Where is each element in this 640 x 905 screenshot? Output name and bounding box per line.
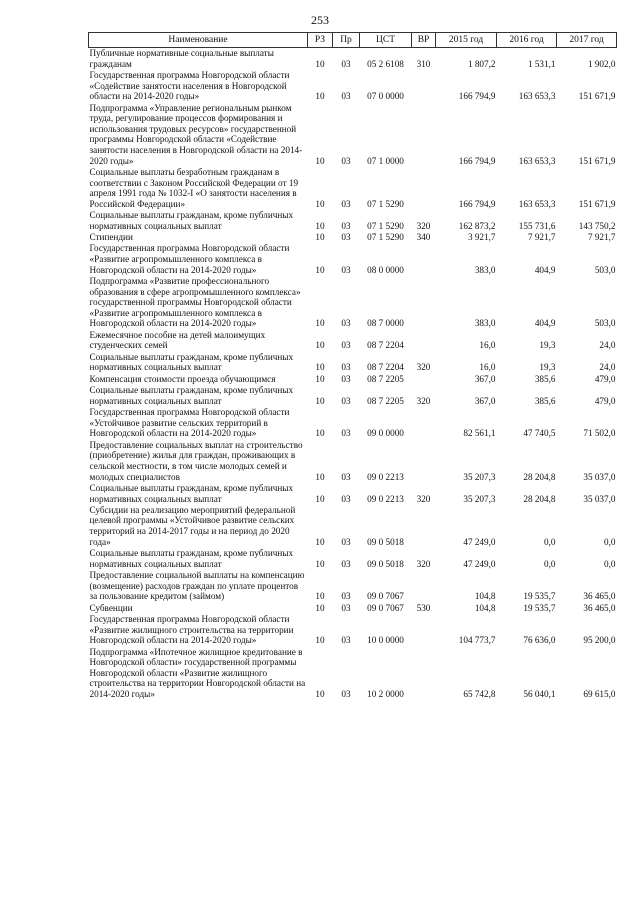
row-2016-value: 163 653,3 — [518, 155, 556, 166]
row-cst: 08 7 2204 — [367, 340, 404, 351]
table-row — [89, 614, 617, 647]
row-2017-value: 1 902,0 — [587, 58, 616, 69]
table-row — [89, 407, 617, 440]
table-row — [89, 103, 617, 167]
row-2017-value: 503,0 — [594, 264, 616, 275]
row-pr: 03 — [341, 395, 351, 406]
row-pr: 03 — [341, 198, 351, 209]
row-2017-value: 0,0 — [604, 558, 616, 569]
row-2017-value: 479,0 — [594, 395, 616, 406]
row-2017-value: 95 200,0 — [583, 635, 616, 646]
row-2017-value: 151 671,9 — [578, 155, 616, 166]
row-rz: 10 — [315, 155, 325, 166]
row-pr: 03 — [341, 318, 351, 329]
row-2015-value: 47 249,0 — [463, 536, 496, 547]
row-2016-value: 385,6 — [534, 373, 556, 384]
row-2017-value: 36 465,0 — [583, 602, 616, 613]
row-2016-value: 56 040,1 — [523, 688, 556, 699]
row-2017-value: 71 502,0 — [583, 428, 616, 439]
row-2015-value: 82 561,1 — [463, 428, 496, 439]
row-2017-value: 35 037,0 — [583, 493, 616, 504]
row-vr — [412, 103, 436, 167]
row-2015-value: 383,0 — [474, 264, 496, 275]
row-2016-value: 19,3 — [539, 362, 556, 373]
row-vr — [412, 614, 436, 647]
row-rz: 10 — [315, 232, 325, 243]
table-row — [89, 440, 617, 483]
row-2016-value: 76 636,0 — [523, 635, 556, 646]
row-vr: 320 — [416, 395, 431, 406]
row-2017-value: 143 750,2 — [578, 220, 616, 231]
row-cst: 08 7 0000 — [367, 318, 404, 329]
row-pr: 03 — [341, 493, 351, 504]
row-rz: 10 — [315, 558, 325, 569]
row-cst: 08 7 2205 — [367, 373, 404, 384]
row-name: Социальные выплаты гражданам, кроме публичных нормативных социальных выплат — [89, 385, 294, 406]
row-vr — [412, 374, 436, 385]
row-2015-value: 166 794,9 — [458, 91, 496, 102]
row-name: Социальные выплаты гражданам, кроме публичных нормативных социальных выплат — [89, 210, 294, 231]
row-2015-value: 166 794,9 — [458, 155, 496, 166]
table-body — [89, 48, 617, 701]
row-name: Предоставление социальной выплаты на компенсацию (возмещение) расходов граждан по уплате процентов за пользование кредитом (займом) — [89, 570, 305, 602]
table-row — [89, 276, 617, 330]
row-2015-value: 65 742,8 — [463, 688, 496, 699]
table-row — [89, 374, 617, 385]
row-rz: 10 — [315, 536, 325, 547]
table-row — [89, 330, 617, 352]
row-pr: 03 — [341, 471, 351, 482]
row-name: Предоставление социальных выплат на строительство (приобретение) жилья для граждан, проживающих в сельской местности, в том числе молодых семей и молодых специалистов — [89, 439, 303, 482]
row-pr: 03 — [341, 558, 351, 569]
row-name: Социальные выплаты гражданам, кроме публичных нормативных социальных выплат — [89, 351, 294, 373]
row-vr: 320 — [416, 220, 431, 231]
row-2017-value: 36 465,0 — [583, 591, 616, 602]
table-row — [89, 48, 617, 70]
row-rz: 10 — [315, 635, 325, 646]
row-2016-value: 19,3 — [539, 340, 556, 351]
row-cst: 05 2 6108 — [367, 58, 404, 69]
row-vr: 310 — [416, 58, 431, 69]
row-2015-value: 104,8 — [474, 591, 496, 602]
row-vr: 340 — [416, 232, 431, 243]
row-pr: 03 — [341, 635, 351, 646]
row-rz: 10 — [315, 591, 325, 602]
header-pr: Пр — [333, 33, 360, 48]
row-2016-value: 404,9 — [534, 318, 556, 329]
row-2015-value: 16,0 — [479, 340, 496, 351]
row-2016-value: 19 535,7 — [523, 591, 556, 602]
row-cst: 08 7 2205 — [367, 395, 404, 406]
table-row — [89, 505, 617, 548]
header-2015: 2015 год — [436, 33, 497, 48]
row-2016-value: 7 921,7 — [527, 232, 556, 243]
row-2015-value: 162 873,2 — [458, 220, 496, 231]
header-name: Наименование — [89, 33, 308, 48]
row-pr: 03 — [341, 155, 351, 166]
table-header — [89, 33, 617, 48]
row-rz: 10 — [315, 602, 325, 613]
row-vr: 320 — [416, 493, 431, 504]
row-2016-value: 28 204,8 — [523, 493, 556, 504]
row-2017-value: 151 671,9 — [578, 198, 616, 209]
row-2016-value: 404,9 — [534, 264, 556, 275]
row-cst: 09 0 5018 — [367, 558, 404, 569]
row-pr: 03 — [341, 362, 351, 373]
row-2016-value: 1 531,1 — [527, 58, 556, 69]
row-cst: 07 1 5290 — [367, 198, 404, 209]
row-cst: 10 0 0000 — [367, 635, 404, 646]
row-2016-value: 19 535,7 — [523, 602, 556, 613]
row-name: Субвенции — [89, 602, 133, 613]
row-2015-value: 35 207,3 — [463, 471, 496, 482]
row-2015-value: 104,8 — [474, 602, 496, 613]
row-rz: 10 — [315, 91, 325, 102]
row-cst: 09 0 2213 — [367, 493, 404, 504]
row-2017-value: 151 671,9 — [578, 91, 616, 102]
page-number: 253 — [311, 13, 329, 27]
row-2017-value: 479,0 — [594, 373, 616, 384]
header-2017: 2017 год — [557, 33, 617, 48]
row-vr: 530 — [416, 602, 431, 613]
row-cst: 07 0 0000 — [367, 91, 404, 102]
row-2017-value: 7 921,7 — [587, 232, 616, 243]
row-name: Публичные нормативные социальные выплаты гражданам — [89, 48, 274, 69]
row-rz: 10 — [315, 428, 325, 439]
row-cst: 09 0 5018 — [367, 536, 404, 547]
row-name: Социальные выплаты гражданам, кроме публичных нормативных социальных выплат — [89, 482, 294, 504]
table-row — [89, 483, 617, 505]
row-pr: 03 — [341, 232, 351, 243]
row-cst: 09 0 7067 — [367, 591, 404, 602]
row-vr — [412, 276, 436, 330]
table-row — [89, 352, 617, 374]
row-vr — [412, 330, 436, 352]
row-cst: 07 1 0000 — [367, 155, 404, 166]
row-2015-value: 367,0 — [474, 395, 496, 406]
row-name: Субсидии на реализацию мероприятий федеральной целевой программы «Устойчивое развитие сельских территорий на 2014-2017 годы и на период до 2020 года» — [89, 504, 296, 547]
row-pr: 03 — [341, 373, 351, 384]
row-pr: 03 — [341, 91, 351, 102]
budget-table — [88, 32, 617, 700]
row-vr: 320 — [416, 558, 431, 569]
row-2015-value: 104 773,7 — [458, 635, 496, 646]
table-row — [89, 548, 617, 570]
row-vr — [412, 570, 436, 603]
row-rz: 10 — [315, 220, 325, 231]
header-rz: РЗ — [308, 33, 333, 48]
row-name: Подпрограмма «Развитие профессионального образования в сфере агропромышленного комплекса» государственной программы Новгородской области «Развитие агропромышленного комплекса в Новгородской области на 2014-2020 годы» — [89, 276, 301, 329]
row-cst: 09 0 7067 — [367, 602, 404, 613]
table-row — [89, 232, 617, 243]
row-pr: 03 — [341, 688, 351, 699]
row-rz: 10 — [315, 688, 325, 699]
row-2017-value: 69 615,0 — [583, 688, 616, 699]
row-name: Государственная программа Новгородской области «Развитие жилищного строительства на территории Новгородской области на 2014-2020 годы» — [89, 614, 294, 646]
table-row — [89, 210, 617, 232]
row-2017-value: 503,0 — [594, 318, 616, 329]
row-2015-value: 3 921,7 — [467, 232, 496, 243]
row-2016-value: 385,6 — [534, 395, 556, 406]
header-cst: ЦСТ — [360, 33, 412, 48]
row-2015-value: 367,0 — [474, 373, 496, 384]
row-2016-value: 155 731,6 — [518, 220, 556, 231]
row-cst: 09 0 2213 — [367, 471, 404, 482]
row-cst: 08 0 0000 — [367, 264, 404, 275]
header-2016: 2016 год — [497, 33, 557, 48]
row-vr — [412, 440, 436, 483]
row-rz: 10 — [315, 373, 325, 384]
row-pr: 03 — [341, 536, 351, 547]
row-cst: 07 1 5290 — [367, 220, 404, 231]
row-rz: 10 — [315, 198, 325, 209]
row-pr: 03 — [341, 602, 351, 613]
row-vr — [412, 70, 436, 103]
row-name: Государственная программа Новгородской области «Развитие агропромышленного комплекса в Новгородской области на 2014-2020 годы» — [89, 243, 290, 275]
row-2017-value: 24,0 — [599, 340, 616, 351]
row-pr: 03 — [341, 428, 351, 439]
row-2017-value: 0,0 — [604, 536, 616, 547]
row-pr: 03 — [341, 58, 351, 69]
row-2016-value: 47 740,5 — [523, 428, 556, 439]
row-2016-value: 163 653,3 — [518, 198, 556, 209]
row-rz: 10 — [315, 493, 325, 504]
row-2017-value: 24,0 — [599, 362, 616, 373]
row-2015-value: 383,0 — [474, 318, 496, 329]
row-pr: 03 — [341, 591, 351, 602]
row-name: Подпрограмма «Управление региональным рынком труда, регулирование процессов формирования и использования трудовых ресурсов» государственной программы Новгородской области «Содействие занятости населения в Новгородской области на 2014-2020 годы» — [89, 102, 303, 166]
row-pr: 03 — [341, 264, 351, 275]
table-row — [89, 570, 617, 603]
table-row — [89, 647, 617, 701]
row-name: Социальные выплаты безработным гражданам в соответствии с Законом Российской Федерации от 19 апреля 1991 года № 1032-I «О занятости населения в Российской Федерации» — [89, 166, 299, 209]
row-cst: 07 1 5290 — [367, 232, 404, 243]
row-name: Ежемесячное пособие на детей малоимущих студенческих семей — [89, 329, 266, 351]
table-row — [89, 243, 617, 276]
row-rz: 10 — [315, 264, 325, 275]
row-pr: 03 — [341, 340, 351, 351]
row-name: Подпрограмма «Ипотечное жилищное кредитование в Новгородской области» государственной программы Новгородской области «Развитие жилищного строительства на территории Новгородской области на 2014-2020 годы» — [89, 646, 306, 699]
row-vr — [412, 505, 436, 548]
table-row — [89, 385, 617, 407]
row-2017-value: 35 037,0 — [583, 471, 616, 482]
header-vr: ВР — [412, 33, 436, 48]
row-rz: 10 — [315, 395, 325, 406]
row-rz: 10 — [315, 471, 325, 482]
row-2015-value: 166 794,9 — [458, 198, 496, 209]
row-vr — [412, 647, 436, 701]
row-2016-value: 28 204,8 — [523, 471, 556, 482]
row-cst: 10 2 0000 — [367, 688, 404, 699]
row-name: Компенсация стоимости проезда обучающимся — [89, 373, 276, 384]
row-vr — [412, 167, 436, 210]
row-name: Стипендии — [89, 232, 133, 243]
row-cst: 08 7 2204 — [367, 362, 404, 373]
row-2015-value: 47 249,0 — [463, 558, 496, 569]
row-rz: 10 — [315, 318, 325, 329]
row-rz: 10 — [315, 58, 325, 69]
row-2016-value: 163 653,3 — [518, 91, 556, 102]
row-2015-value: 16,0 — [479, 362, 496, 373]
row-2015-value: 35 207,3 — [463, 493, 496, 504]
row-cst: 09 0 0000 — [367, 428, 404, 439]
row-rz: 10 — [315, 340, 325, 351]
row-pr: 03 — [341, 220, 351, 231]
row-vr: 320 — [416, 362, 431, 373]
table-row — [89, 603, 617, 614]
table-row — [89, 70, 617, 103]
row-2015-value: 1 807,2 — [467, 58, 496, 69]
row-name: Государственная программа Новгородской области «Устойчивое развитие сельских территорий в Новгородской области на 2014-2020 годы» — [89, 407, 290, 439]
row-name: Социальные выплаты гражданам, кроме публичных нормативных социальных выплат — [89, 548, 294, 569]
row-name: Государственная программа Новгородской области «Содействие занятости населения в Новгородской области на 2014-2020 годы» — [89, 69, 290, 102]
row-rz: 10 — [315, 362, 325, 373]
row-2016-value: 0,0 — [544, 536, 556, 547]
row-2016-value: 0,0 — [544, 558, 556, 569]
row-vr — [412, 407, 436, 440]
table-row — [89, 167, 617, 210]
row-vr — [412, 243, 436, 276]
